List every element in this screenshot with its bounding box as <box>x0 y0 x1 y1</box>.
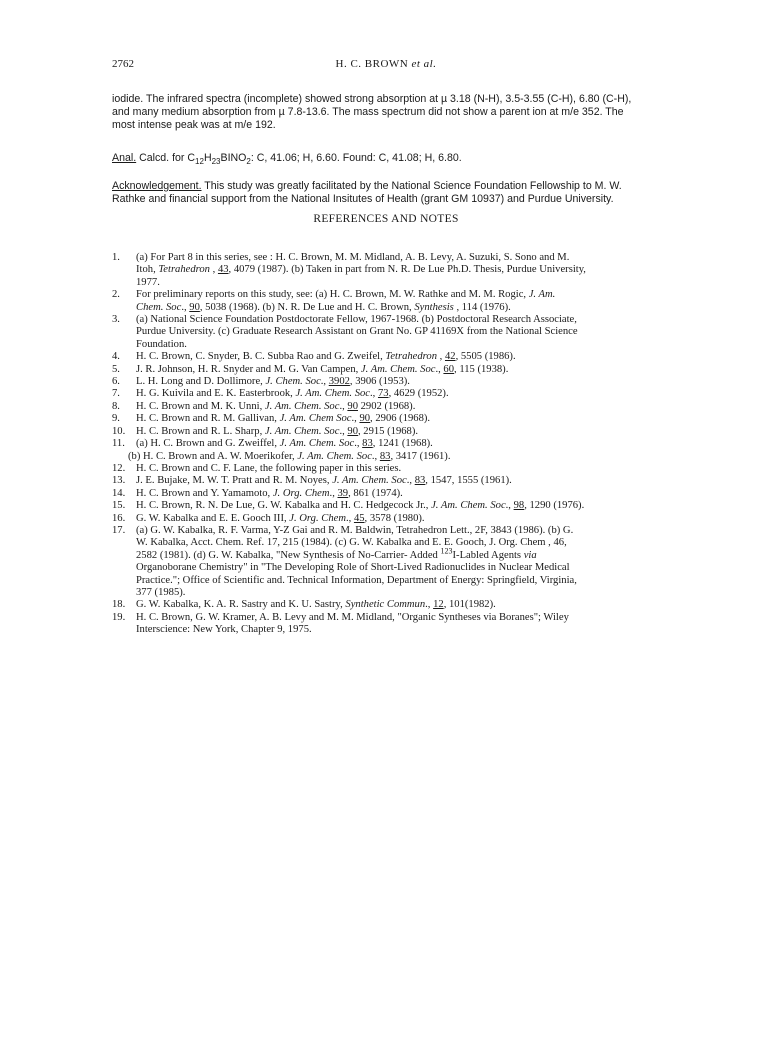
references-list <box>112 252 668 637</box>
volume-number: 83 <box>362 438 373 450</box>
page-number: 2762 <box>112 58 134 70</box>
reference-line: Itoh, Tetrahedron , 43, 4079 (1987). (b) Taken in part from N. R. De Lue Ph.D. Thesis, Purdue University, <box>136 264 586 276</box>
reference-line: H. G. Kuivila and E. K. Easterbrook, J. Am. Chem. Soc., 73, 4629 (1952). <box>136 388 449 400</box>
volume-number: 12 <box>433 599 444 611</box>
reference-line: H. C. Brown and C. F. Lane, the following paper in this series. <box>136 462 402 474</box>
reference-item <box>112 376 668 388</box>
reference-item <box>112 401 668 413</box>
reference-item <box>112 426 668 438</box>
reference-line: Interscience: New York, Chapter 9, 1975. <box>136 624 312 636</box>
reference-line: Purdue University. (c) Graduate Research Assistant on Grant No. GP 41169X from the National Science <box>136 326 578 338</box>
reference-item <box>112 475 668 487</box>
italic-text: J. Am. Chem. Soc <box>360 363 436 375</box>
running-head-author-prefix: H. C. B <box>335 58 373 70</box>
reference-number: 5. <box>112 363 120 375</box>
page-header <box>112 58 660 74</box>
italic-text: J. Am. Chem. Soc <box>297 450 372 462</box>
volume-number: 3902 <box>328 376 350 388</box>
reference-item <box>112 463 668 475</box>
volume-number: 83 <box>414 475 426 487</box>
reference-line: H. C. Brown and Y. Yamamoto, J. Org. Chem., 39, 861 (1974). <box>136 487 403 499</box>
reference-item <box>112 438 668 463</box>
volume-number: 42 <box>444 351 456 363</box>
reference-item <box>112 314 668 351</box>
italic-text: Synthesis <box>414 301 454 313</box>
reference-item <box>112 252 668 289</box>
reference-line: L. H. Long and D. Dollimore, J. Chem. Soc., 3902, 3906 (1953). <box>136 376 410 388</box>
italic-text: J. Am. Chem. Soc <box>279 438 355 450</box>
italic-text: via <box>523 549 537 561</box>
reference-number: 3. <box>112 314 120 326</box>
volume-number: 39 <box>337 487 349 499</box>
formula-h: H <box>203 152 212 164</box>
acknowledgement-label: Acknowledgement. <box>112 180 202 192</box>
reference-number: 15. <box>112 500 126 512</box>
reference-item <box>112 388 668 400</box>
analysis-calcd: Calcd. for C <box>136 152 196 164</box>
reference-line: 377 (1985). <box>136 586 186 598</box>
reference-number: 8. <box>112 400 120 412</box>
analysis-values: : C, 41.06; H, 6.60. Found: C, 41.08; H, 6.80. <box>250 152 462 164</box>
reference-number: 18. <box>112 599 126 611</box>
italic-text: J. Org. Chem <box>272 487 330 499</box>
reference-item <box>112 488 668 500</box>
italic-text: Chem. Soc <box>136 301 182 313</box>
reference-number: 2. <box>112 289 120 301</box>
reference-line: Organoborane Chemistry" in "The Developing Role of Short-Lived Radionuclides in Nuclear Medical <box>136 562 570 574</box>
reference-line: 2582 (1981). (d) G. W. Kabalka, "New Synthesis of No-Carrier- Added $^{123}$I-Labled Agents via <box>136 546 537 561</box>
references-heading: REFERENCES AND NOTES <box>313 213 459 225</box>
acknowledgement-text: This study was greatly facilitated by the National Science Foundation Fellowship to M. W. <box>201 180 622 192</box>
reference-line: W. Kabalka, Acct. Chem. Ref. 17, 215 (1984). (c) G. W. Kabalka and E. E. Gooch, J. Org. Chem , 46, <box>136 537 567 549</box>
paragraph-line: and many medium absorption from µ 7.8-13.6. The mass spectrum did not show a parent ion at m/e 352. The <box>112 106 624 118</box>
reference-item <box>112 599 668 611</box>
reference-line: Practice."; Office of Scientific and. Technical Information, Department of Energy: Springfield, Virginia, <box>136 574 577 586</box>
formula-binc: BINO <box>220 152 247 164</box>
paragraph-line: most intense peak was at m/e 192. <box>112 119 276 131</box>
italic-text: J. Am. Chem. Soc <box>431 500 506 512</box>
reference-line: Chem. Soc., 90, 5038 (1968). (b) N. R. De Lue and H. C. Brown, Synthesis , 114 (1976). <box>136 301 511 313</box>
reference-line: G. W. Kabalka, K. A. R. Sastry and K. U. Sastry, Synthetic Commun., 12, 101(1982). <box>136 599 496 611</box>
experimental-paragraph <box>112 93 660 132</box>
reference-item <box>112 525 668 599</box>
running-head-author-smallcaps: ROWN <box>372 58 409 70</box>
reference-item <box>112 351 668 363</box>
running-head <box>112 58 660 70</box>
reference-line: (a) G. W. Kabalka, R. F. Varma, Y-Z Gai and R. M. Baldwin, Tetrahedron Lett., 2F, 3843 (1986). (b) G. <box>136 524 574 536</box>
reference-number: 9. <box>112 413 120 425</box>
italic-text: Synthetic Commun <box>345 599 426 611</box>
reference-line: H. C. Brown, C. Snyder, B. C. Subba Rao and G. Zweifel, Tetrahedron , 42, 5505 (1986). <box>136 351 516 363</box>
volume-number: 83 <box>379 450 391 462</box>
reference-line: (a) H. C. Brown and G. Zweiffel, J. Am. Chem. Soc., 83, 1241 (1968). <box>136 438 433 450</box>
reference-item <box>112 500 668 512</box>
reference-item <box>112 413 668 425</box>
reference-line: For preliminary reports on this study, see: (a) H. C. Brown, M. W. Rathke and M. M. Rogic, J. Am. <box>136 289 556 301</box>
italic-text: J. Am. Chem. Soc <box>295 388 371 400</box>
analysis-label: Anal. <box>112 152 137 164</box>
reference-number: 14. <box>112 487 126 499</box>
italic-text: J. Am. Chem Soc <box>279 413 352 425</box>
reference-item <box>112 612 668 637</box>
running-head-et-al: et al. <box>411 58 437 70</box>
reference-number: 19. <box>112 611 126 623</box>
reference-line: Foundation. <box>136 338 187 350</box>
italic-text: Tetrahedron <box>158 264 210 276</box>
reference-number: 13. <box>112 475 126 487</box>
reference-item <box>112 289 668 314</box>
reference-line: (b) H. C. Brown and A. W. Moerikofer, J. Am. Chem. Soc., 83, 3417 (1961). <box>128 450 451 462</box>
reference-number: 7. <box>112 388 120 400</box>
volume-number: 43 <box>217 264 229 276</box>
reference-number: 12. <box>112 462 126 474</box>
paragraph-line: iodide. The infrared spectra (incomplete) showed strong absorption at µ 3.18 (N-H), 3.5-3.55 (C-H), 6.80 (C-H), <box>112 93 632 105</box>
reference-line: H. C. Brown and R. L. Sharp, J. Am. Chem. Soc., 90, 2915 (1968). <box>136 425 419 437</box>
acknowledgement-paragraph <box>112 180 660 206</box>
volume-number: 98 <box>513 500 525 512</box>
italic-text: J. Am. <box>528 289 556 301</box>
reference-item <box>112 513 668 525</box>
reference-number: 16. <box>112 512 126 524</box>
reference-line: G. W. Kabalka and E. E. Gooch III, J. Org. Chem., 45, 3578 (1980). <box>136 512 425 524</box>
reference-number: 6. <box>112 376 120 388</box>
italic-text: J. Org. Chem <box>289 512 346 524</box>
reference-line: J. E. Bujake, M. W. T. Pratt and R. M. Noyes, J. Am. Chem. Soc., 83, 1547, 1555 (1961). <box>136 475 512 487</box>
volume-number: 60 <box>443 363 455 375</box>
reference-number: 17. <box>112 524 126 536</box>
formula-subscript: 12 <box>195 157 204 167</box>
reference-line: H. C. Brown, G. W. Kramer, A. B. Levy and M. M. Midland, "Organic Syntheses via Boranes"; Wiley <box>136 611 569 623</box>
italic-text: J. Am. Chem. Soc <box>264 400 340 412</box>
volume-number: 90 <box>359 413 371 425</box>
superscript: 123 <box>440 546 453 556</box>
italic-text: J. Am. Chem. Soc <box>264 425 340 437</box>
volume-number: 90 <box>347 425 358 437</box>
reference-line: (a) For Part 8 in this series, see : H. C. Brown, M. M. Midland, A. B. Levy, A. Suzuki, S. Sono and M. <box>136 252 570 263</box>
reference-number: 11. <box>112 438 125 450</box>
volume-number: 90 <box>189 301 200 313</box>
reference-number: 1. <box>112 252 120 263</box>
reference-line: (a) National Science Foundation Postdoctorate Fellow, 1967-1968. (b) Postdoctoral Research Associate, <box>136 314 577 326</box>
reference-item <box>112 364 668 376</box>
reference-number: 4. <box>112 351 120 363</box>
reference-line: J. R. Johnson, H. R. Snyder and M. G. Van Campen, J. Am. Chem. Soc., 60, 115 (1938). <box>136 363 509 375</box>
volume-number: 45 <box>353 512 365 524</box>
reference-line: H. C. Brown, R. N. De Lue, G. W. Kabalka and H. C. Hedgecock Jr., J. Am. Chem. Soc., 98, 1290 (1976). <box>136 500 585 512</box>
reference-number: 10. <box>112 425 126 437</box>
reference-line: 1977. <box>136 276 160 288</box>
formula-subscript: 23 <box>211 157 221 167</box>
italic-text: Tetrahedron <box>385 351 438 363</box>
volume-number: 73 <box>377 388 389 400</box>
analysis-paragraph <box>112 152 660 165</box>
italic-text: J. Am. Chem. Soc <box>332 475 407 487</box>
italic-text: J. Chem. Soc <box>265 376 321 388</box>
acknowledgement-text: Rathke and financial support from the National Insitutes of Health (grant GM 10937) and Purdue University. <box>112 193 614 205</box>
reference-line: H. C. Brown and R. M. Gallivan, J. Am. Chem Soc., 90, 2906 (1968). <box>136 413 431 425</box>
reference-line: H. C. Brown and M. K. Unni, J. Am. Chem. Soc., 90 2902 (1968). <box>136 400 416 412</box>
volume-number: 90 <box>347 400 358 412</box>
formula-subscript: 2 <box>246 157 251 167</box>
